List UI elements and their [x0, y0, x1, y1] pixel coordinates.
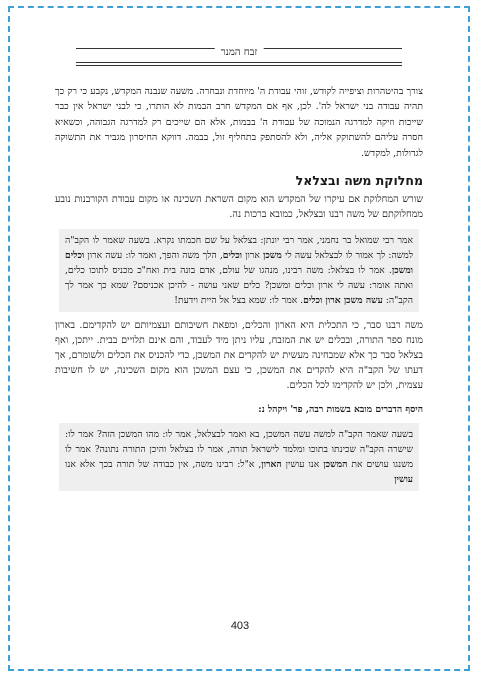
header-title: זבח המנר — [215, 46, 264, 60]
running-header — [76, 46, 402, 72]
quote1-bold-4: עשה משכן ארון וכלים — [303, 294, 383, 306]
quote1-text-4: . אמר לו בצלאל: משה רבינו, מנהגו של עולם, אדם בונה בית ואח"כ מכניס לתוכו כלים, ואתה אומר: עשה לי ארון וכלים ומשכן? כלים שאני עושה - להיכן אכניסם? שמא כך אמר לך הקב"ה: — [65, 264, 413, 306]
quote2-text-2: אנו עושין — [285, 458, 320, 470]
paragraph-analysis: משה רבנו סבר, כי התכלית היא הארון והכלים, ומפאת חשיבותם ועצמיותם יש להקדימם. בארון מונח ספר התורה, ובכלים יש את המזבח, עליו ניתן מיד לעבוד, והם אינם תלויים בבית. ייתכן, ואף בצלאל סבר כך אלא שמבחינה מעשית יש להקדים את המשכן, כדי להכניס את הכלים ולשומרם, אך דעתו של הקב"ה היא להקדים את המשכן, כי עצם המשכן הוא מקום השכינה, יש לו חשיבות עצמית, ולכן יש להקדימו לכל הכלים. — [55, 319, 423, 392]
quote2-text-3: , א"ל: רבינו משה, אין כבודה של תורה בכך אלא אנו — [65, 458, 262, 470]
quote1-text-5: . אמר לו: שמא בצל אל היית וידעת! — [174, 294, 304, 306]
page-number: 403 — [230, 620, 250, 632]
header-rule-bottom — [76, 62, 402, 63]
quote1-text-2: ארון — [245, 249, 260, 261]
quote-talmud — [59, 229, 419, 312]
quote1-bold-1: משכן — [263, 249, 282, 261]
quote2-bold-2: הארון — [261, 458, 282, 470]
header-rule-bottom-double — [76, 65, 402, 66]
quote1-bold-3: וכלים ומשכן — [65, 249, 413, 276]
quote2-text-1: בשעה שאמר הקב"ה למשה עשה המשכן, בא ואמר לבצלאל, אמר לו: מהו המשכן הזה? אמר לו: שישרה הקב"ה שכינתו בתוכו ומלמד לישראל תורה, אמר לו בצלאל והיכן התורה נתונה? אמר לו משנגו עושים את — [65, 428, 414, 470]
quote2-bold-3: עושין — [394, 473, 413, 485]
paragraph-opening: צורך בהיטהרות וציפייה לקודש, זוהי עבודת ה' מיוחדת ונבחרה. משעה שנבנה המקדש, נקבע כי רק כך תהיה עבודה בני ישראל לה'. לכן, אף אם המקדש חרב הבמות לא הותרו, כי לבני ישראל אין כבר שייכות וזיקה למדרגה הנמוכה של עבודת ה' בבמות, אלא הם שייכים רק למדרגה הגבוהה, וכשאיא חסרה עליהם להשתוקק אליה, ולא להסתפק בתחליף זול, בבמה. דווקא החיסרון מגביר את התשוקה לגדולות, למקדש. — [55, 86, 423, 159]
paragraph-intro: שורש המחלוקת אם עיקרו של המקדש הוא מקום השראת השכינה או מקום עבודת הקורבנות נובע ממחלוקתם של משה רבנו ובצלאל, כמובא ברכות נה. — [55, 194, 423, 221]
page-content — [55, 84, 423, 497]
quote1-text-1: אמר רבי שמואל בר נחמני, אמר רבי יונתן: בצלאל על שם חכמתו נקרא. בשעה שאמר לו הקב"ה למשה: לך אמור לו לבצלאל עשה לי — [65, 234, 414, 261]
section-heading: מחלוקת משה ובצלאל — [295, 173, 423, 189]
quote2-bold-1: המשכן — [323, 458, 348, 470]
source-line: היסף הדברים מובא בשמות רבה, פר' ויקהל נ: — [258, 403, 423, 415]
quote-midrash — [59, 423, 419, 491]
quote1-bold-2: וכלים — [222, 249, 243, 261]
quote1-text-3: , הלך משה והפך, ואמר לו: עשה ארון — [87, 249, 223, 261]
